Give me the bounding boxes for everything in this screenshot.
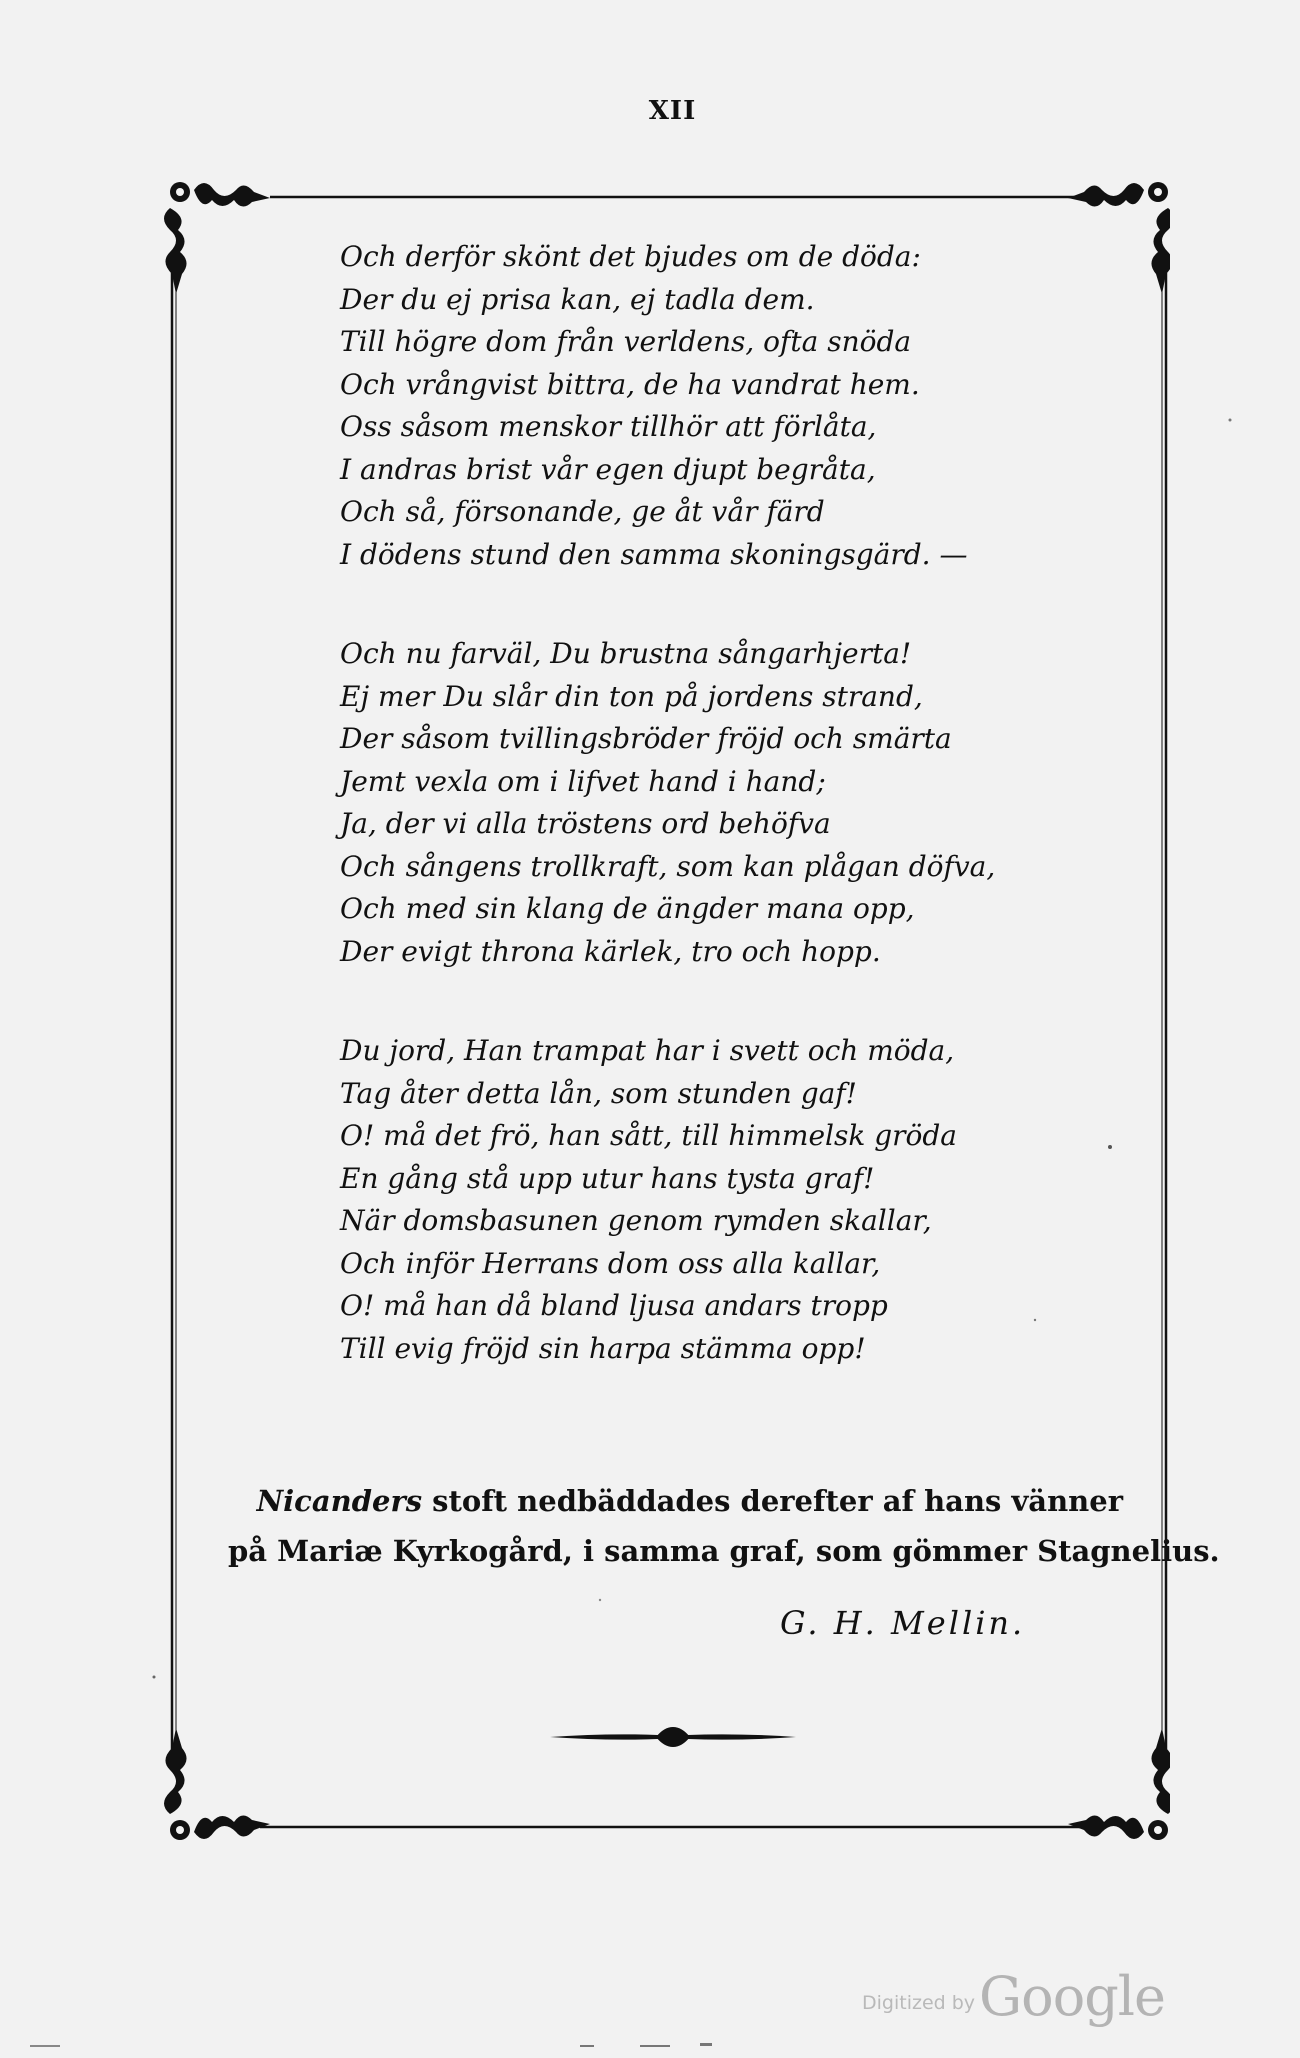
poem-line: När domsbasunen genom rymden skallar, <box>340 1204 932 1237</box>
poem-line: Der såsom tvillingsbröder fröjd och smärta <box>340 722 952 755</box>
poem-line: Till högre dom från verldens, ofta snöda <box>340 325 912 358</box>
poem-line: Och derför skönt det bjudes om de döda: <box>340 240 921 273</box>
poem-line: Och med sin klang de ängder mana opp, <box>340 892 915 925</box>
poem-line: Ja, der vi alla tröstens ord behöfva <box>340 807 831 840</box>
watermark-prefix: Digitized by <box>862 1992 976 2014</box>
poem-line: O! må han då bland ljusa andars tropp <box>340 1289 888 1322</box>
poem-line: Och nu farväl, Du brustna sångarhjerta! <box>340 637 912 670</box>
poem-line: Der du ej prisa kan, ej tadla dem. <box>340 282 815 316</box>
poem-line: Till evig fröjd sin harpa stämma opp! <box>340 1331 866 1365</box>
poem-line: Ej mer Du slår din ton på jordens strand, <box>340 679 923 713</box>
poem-line: Oss såsom menskor tillhör att förlåta, <box>340 410 877 443</box>
poem-line: Der evigt throna kärlek, tro och hopp. <box>340 934 881 968</box>
poem-line: Och vrångvist bittra, de ha vandrat hem. <box>340 367 920 401</box>
poem-line: O! må det frö, han sått, till himmelsk gröda <box>340 1119 957 1152</box>
poem-line: I dödens stund den samma skoningsgärd. — <box>340 537 968 571</box>
poem-line: Tag åter detta lån, som stunden gaf! <box>340 1076 857 1110</box>
poem-line: En gång stå upp utur hans tysta graf! <box>340 1161 875 1195</box>
author-signature: G. H. Mellin. <box>780 1604 1026 1642</box>
epilogue-line-2: på Mariæ Kyrkogård, i samma graf, som gömmer Stagnelius. <box>228 1534 1220 1568</box>
poem-line: Och inför Herrans dom oss alla kallar, <box>340 1246 881 1280</box>
epilogue-name: Nicanders <box>256 1484 423 1518</box>
page-number: XII <box>648 96 697 126</box>
epilogue-line-1-text: stoft nedbäddades derefter af hans vänner <box>422 1484 1123 1518</box>
poem-line: Du jord, Han trampat har i svett och möda, <box>340 1034 955 1067</box>
poem-line: Och sångens trollkraft, som kan plågan döfva, <box>340 849 996 883</box>
poem-line: Jemt vexla om i lifvet hand i hand; <box>340 764 826 798</box>
google-logo: Google <box>979 1965 1165 2028</box>
poem-line: I andras brist vår egen djupt begråta, <box>340 452 876 486</box>
poem-line: Och så, försonande, ge åt vår färd <box>340 495 825 528</box>
